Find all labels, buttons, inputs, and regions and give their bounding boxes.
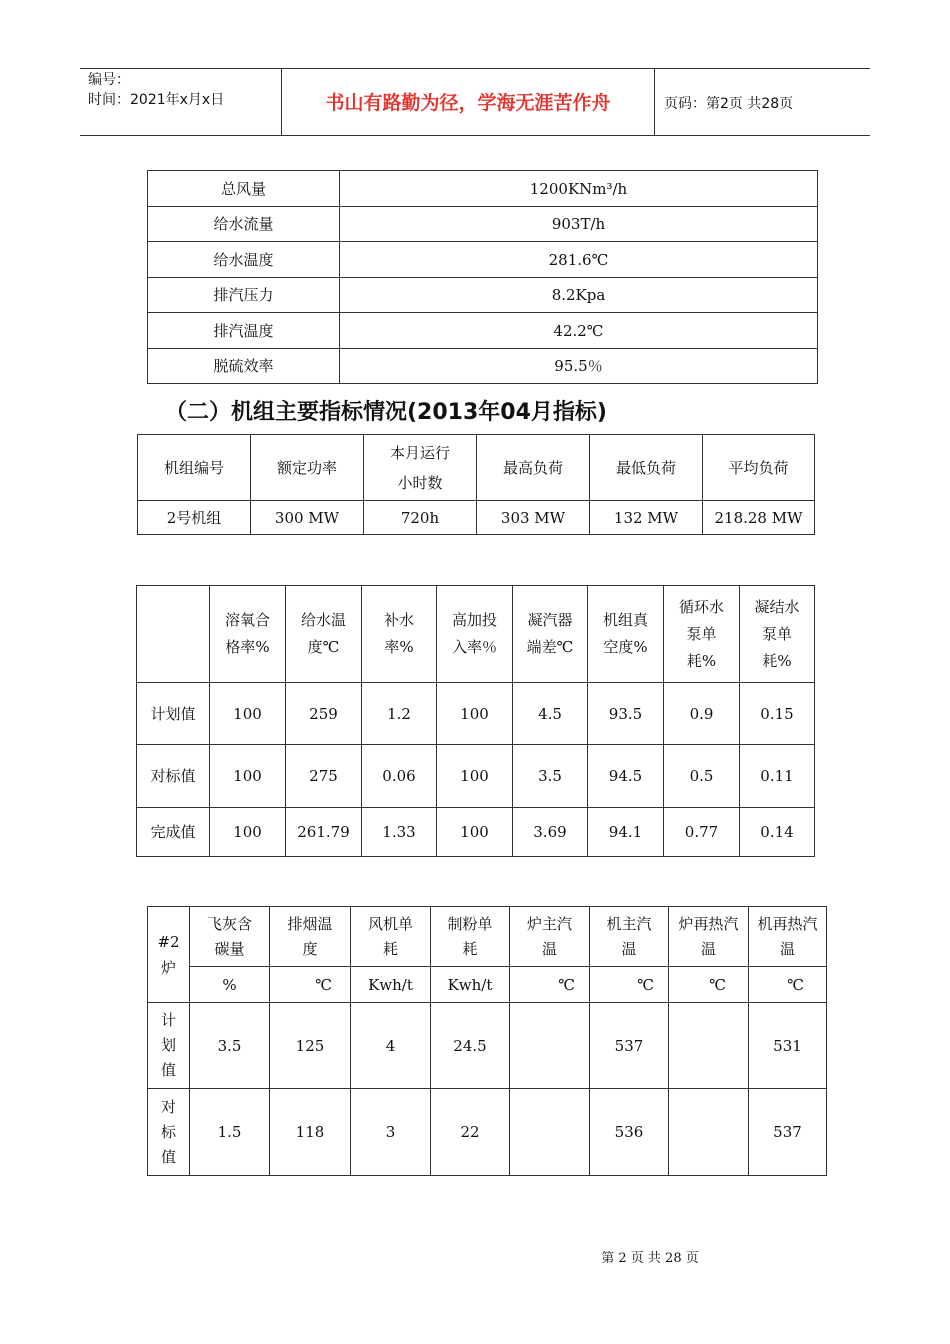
table-row [148, 207, 818, 242]
table-cell: 100 [210, 683, 286, 745]
column-header: 排烟温度 [270, 907, 351, 967]
row-label: 计划值 [148, 1003, 190, 1089]
param-label: 给水流量 [148, 207, 340, 242]
param-value: 42.2℃ [340, 313, 818, 349]
document-time-label: 时间：2021年x月x日 [88, 92, 225, 108]
param-value: 281.6℃ [340, 242, 818, 278]
table-cell: 275 [286, 745, 362, 808]
table-cell: 303 MW [477, 501, 590, 535]
table-row [148, 278, 818, 313]
table-cell: 4.5 [513, 683, 588, 745]
column-header: 平均负荷 [703, 435, 815, 501]
column-header: 溶氧合格率% [210, 586, 286, 683]
table-cell [510, 1089, 590, 1176]
row-label: 对标值 [148, 1089, 190, 1176]
document-number-label: 编号： [88, 72, 130, 88]
table-row [148, 171, 818, 207]
table-cell: 537 [749, 1089, 827, 1176]
column-header: 炉主汽温 [510, 907, 590, 967]
column-header: 机再热汽温 [749, 907, 827, 967]
table-cell: 100 [210, 745, 286, 808]
param-label: 排汽压力 [148, 278, 340, 313]
column-header: 机组编号 [138, 435, 251, 501]
table-cell: 100 [437, 745, 513, 808]
table-cell: 24.5 [431, 1003, 510, 1089]
table-header-row [137, 586, 815, 683]
param-value: 95.5％ [340, 349, 818, 384]
table-cell: 0.77 [664, 808, 740, 857]
table-cell: 4 [351, 1003, 431, 1089]
table-cell: 1.5 [190, 1089, 270, 1176]
param-value: 8.2Kpa [340, 278, 818, 313]
param-value: 903T/h [340, 207, 818, 242]
table-row [137, 745, 815, 808]
table-cell: 531 [749, 1003, 827, 1089]
column-header: 炉再热汽温 [669, 907, 749, 967]
column-header: 循环水泵单耗% [664, 586, 740, 683]
table-cell: 300 MW [251, 501, 364, 535]
table-cell: 0.14 [740, 808, 815, 857]
table-cell: 0.5 [664, 745, 740, 808]
table-cell: 100 [210, 808, 286, 857]
table-cell: 93.5 [588, 683, 664, 745]
table-cell: 537 [590, 1003, 669, 1089]
row-label: 对标值 [137, 745, 210, 808]
table-cell: 0.15 [740, 683, 815, 745]
unit-cell: ℃ [749, 967, 827, 1003]
unit-cell: Kwh/t [431, 967, 510, 1003]
column-header: 机主汽温 [590, 907, 669, 967]
table-cell: 536 [590, 1089, 669, 1176]
column-header: 风机单耗 [351, 907, 431, 967]
table-cell: 3.5 [190, 1003, 270, 1089]
column-header: 凝汽器端差℃ [513, 586, 588, 683]
table-cell: 94.1 [588, 808, 664, 857]
table-row [137, 808, 815, 857]
column-header: 额定功率 [251, 435, 364, 501]
corner-cell: #2炉 [148, 907, 190, 1003]
unit-cell: ℃ [510, 967, 590, 1003]
boiler-indicator-table [147, 906, 827, 1176]
param-label: 排汽温度 [148, 313, 340, 349]
column-header: 凝结水泵单耗% [740, 586, 815, 683]
column-header: 飞灰含碳量 [190, 907, 270, 967]
column-header: 制粉单耗 [431, 907, 510, 967]
table-cell: 0.11 [740, 745, 815, 808]
table-cell: 3 [351, 1089, 431, 1176]
table-cell: 259 [286, 683, 362, 745]
table-cell: 132 MW [590, 501, 703, 535]
header-motto: 书山有路勤为径，学海无涯苦作舟 [325, 92, 611, 114]
unit-cell: ℃ [590, 967, 669, 1003]
unit-cell: Kwh/t [351, 967, 431, 1003]
table-cell [669, 1003, 749, 1089]
table-header-row [148, 907, 827, 967]
table-cell: 118 [270, 1089, 351, 1176]
table-cell: 1.33 [362, 808, 437, 857]
unit-cell: % [190, 967, 270, 1003]
column-header: 补水率% [362, 586, 437, 683]
column-header: 机组真空度% [588, 586, 664, 683]
table-unit-row [148, 967, 827, 1003]
table-cell [510, 1003, 590, 1089]
table-row [148, 1003, 827, 1089]
column-header: 高加投入率％ [437, 586, 513, 683]
table-cell: 3.69 [513, 808, 588, 857]
column-header: 给水温度℃ [286, 586, 362, 683]
table-cell: 100 [437, 808, 513, 857]
table-cell: 100 [437, 683, 513, 745]
unit-summary-table [137, 434, 815, 535]
table-cell: 720h [364, 501, 477, 535]
header-bottom-rule [80, 135, 870, 136]
table-row [148, 349, 818, 384]
table-row [148, 313, 818, 349]
header-top-rule [80, 68, 870, 69]
table-cell: 0.06 [362, 745, 437, 808]
table-row [138, 501, 815, 535]
unit-cell: ℃ [270, 967, 351, 1003]
table-cell: 3.5 [513, 745, 588, 808]
table-row [148, 1089, 827, 1176]
header-divider-right [654, 68, 655, 135]
table-cell: 22 [431, 1089, 510, 1176]
table-cell: 94.5 [588, 745, 664, 808]
row-label: 计划值 [137, 683, 210, 745]
table-cell [669, 1089, 749, 1176]
page-footer: 第 2 页 共 28 页 [601, 1251, 699, 1266]
table-cell: 2号机组 [138, 501, 251, 535]
parameters-table [147, 170, 818, 384]
header-page-info: 页码：第2页 共28页 [664, 96, 794, 112]
param-label: 给水温度 [148, 242, 340, 278]
column-header: 最高负荷 [477, 435, 590, 501]
table-row [137, 683, 815, 745]
param-label: 脱硫效率 [148, 349, 340, 384]
column-header: 最低负荷 [590, 435, 703, 501]
corner-cell [137, 586, 210, 683]
unit-cell: ℃ [669, 967, 749, 1003]
table-row [148, 242, 818, 278]
column-header: 本月运行小时数 [364, 435, 477, 501]
section-title: （二）机组主要指标情况(2013年04月指标) [165, 400, 607, 425]
table-cell: 1.2 [362, 683, 437, 745]
param-value: 1200KNm³/h [340, 171, 818, 207]
table-cell: 0.9 [664, 683, 740, 745]
table-cell: 125 [270, 1003, 351, 1089]
param-label: 总风量 [148, 171, 340, 207]
table-cell: 261.79 [286, 808, 362, 857]
row-label: 完成值 [137, 808, 210, 857]
header-meta [88, 70, 224, 110]
table-cell: 218.28 MW [703, 501, 815, 535]
table-header-row [138, 435, 815, 501]
turbine-indicator-table [136, 585, 815, 857]
